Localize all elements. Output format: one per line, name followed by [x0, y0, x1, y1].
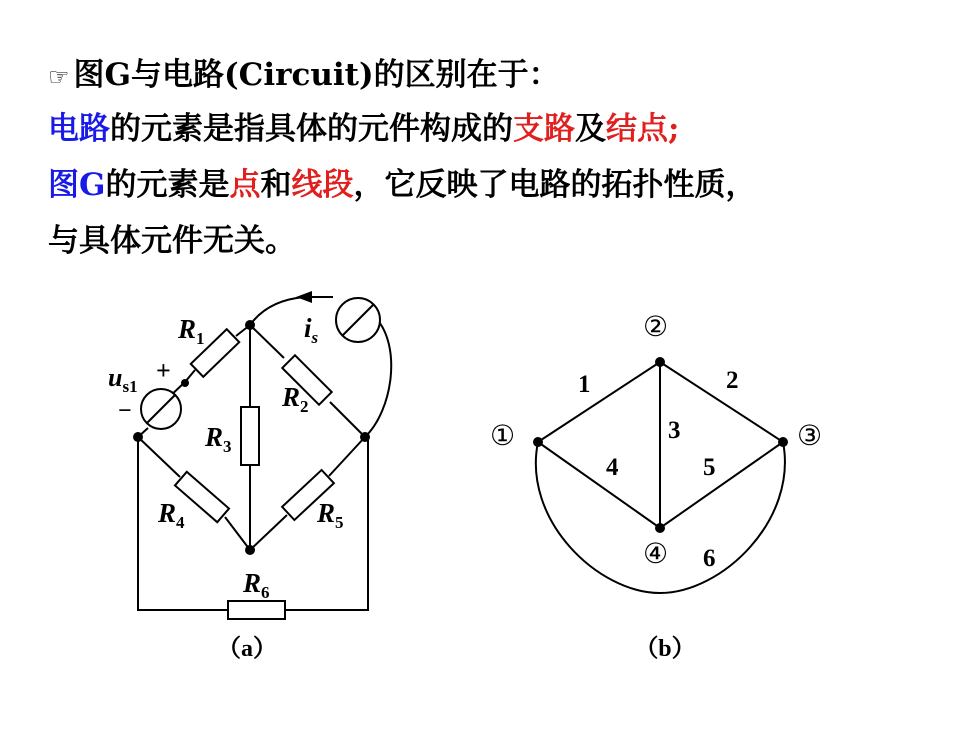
edge-label-1: 1: [578, 371, 591, 398]
graph-node-2: [655, 357, 665, 367]
node-label-3: ③: [797, 421, 823, 452]
term-node: 结点;: [606, 111, 680, 147]
node-label-4: ④: [643, 539, 669, 570]
label-r5: $R_5$: [317, 498, 344, 532]
edge-label-3: 3: [668, 417, 681, 444]
text-segment: 和: [260, 167, 292, 203]
term-segment: 线段: [291, 167, 354, 203]
term-point: 点: [229, 167, 261, 203]
label-r4: $R_4$: [158, 498, 185, 532]
heading-text: 图G与电路(Circuit)的区别在于：: [73, 57, 560, 93]
graph-node-3: [778, 437, 788, 447]
label-plus: +: [156, 356, 171, 385]
term-circuit: 电路: [48, 111, 110, 147]
circuit-diagram: [108, 291, 391, 662]
conclusion-text: 与具体元件无关。: [48, 223, 296, 259]
circuit-node: [245, 320, 255, 330]
resistor-r6: [228, 601, 285, 619]
text-segment: ，它反映了电路的拓扑性质，: [353, 167, 757, 203]
voltage-source: [141, 389, 181, 429]
graph-edges: [538, 362, 783, 528]
term-graph: 图G: [48, 167, 106, 203]
graph-diagram: [490, 312, 822, 662]
circuit-node: [360, 432, 370, 442]
text-segment: 的元素是指具体的元件构成的: [110, 111, 513, 147]
circuit-node: [245, 545, 255, 555]
label-us1: $u_{s1}$: [108, 363, 138, 396]
graph-node-4: [655, 523, 665, 533]
edge-label-4: 4: [606, 454, 619, 481]
text-segment: 的元素是: [105, 167, 230, 203]
edge-label-5: 5: [703, 454, 716, 481]
current-source: [336, 298, 380, 342]
label-r3: $R_3$: [205, 422, 232, 456]
circuit-node: [181, 379, 189, 387]
graph-node-1: [533, 437, 543, 447]
label-r2: $R_2$: [282, 382, 309, 416]
edge-label-2: 2: [726, 367, 739, 394]
circuit-node: [133, 432, 143, 442]
pointing-hand-icon: ☞: [48, 63, 70, 91]
text-segment: 及: [575, 111, 606, 147]
label-is: $i_s$: [304, 313, 319, 347]
node-label-2: ②: [643, 312, 669, 343]
label-r6: $R_6$: [243, 568, 270, 602]
current-arrow-icon: [296, 291, 312, 303]
caption-a: （a）: [217, 636, 277, 662]
edge-label-6: 6: [703, 545, 716, 572]
resistor-r3: [241, 407, 259, 465]
term-branch: 支路: [513, 111, 575, 147]
node-label-1: ①: [490, 421, 516, 452]
caption-b: （b）: [634, 636, 696, 662]
label-minus: −: [118, 398, 132, 424]
label-r1: $R_1$: [178, 314, 205, 348]
